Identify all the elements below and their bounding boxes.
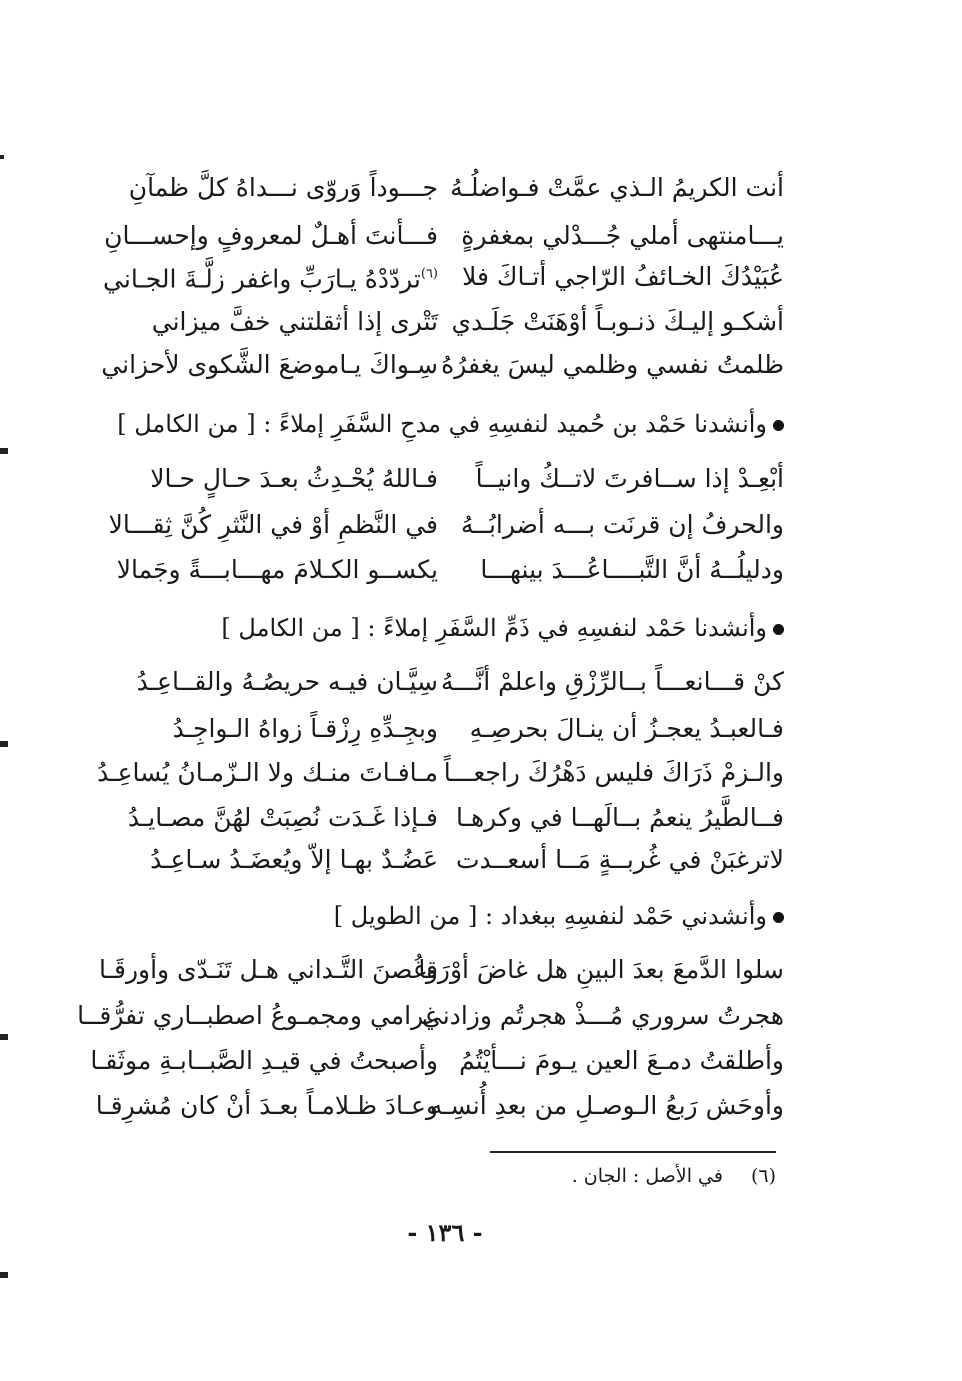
page-number: - ١٣٦ - (407, 1218, 483, 1247)
verse-line (120, 838, 784, 882)
verse-second-hemistich: مـافـاتَ منـك ولا الـزّمـانُ يُساعِـدُ (97, 758, 438, 787)
scan-edge-mark (0, 155, 4, 159)
footnote-reference: (٦) (420, 266, 438, 282)
verse-second-hemistich: وبجِـدِّهِ رِزْقـاً زواهُ الـواجِـدُ (172, 714, 438, 743)
verse-second-hemistich: $^{(٦)}$تردّدْهُ يـارَبِّ واغفر زلَّـةَ الجـاني (103, 264, 438, 294)
poem-heading: وأنشدنا حَمْد لنفسِهِ في ذَمِّ السَّفَرِ إملاءً : [ من الكامل ] (120, 608, 784, 648)
verse-line (120, 300, 784, 344)
verse-line (103, 255, 784, 299)
verse-second-hemistich: تَتْرى إذا أثقلتني خفَّ ميزاني (151, 307, 438, 336)
bullet-icon (773, 912, 784, 923)
verse-first-hemistich: ودليلُــهُ أنَّ التَّبــــاعُـــدَ بينهـــا (480, 555, 784, 584)
verse-first-hemistich: كنْ قـــانعـــاً بــالرِّزْقِ واعلمْ أنَّـــهُ (440, 667, 784, 696)
verse-line (90, 1039, 784, 1083)
verse-line (120, 457, 784, 501)
verse-line (120, 166, 784, 210)
verse-second-hemistich: فـإذا غَـدَت نُصِبَتْ لهُنَّ مصـايـدُ (127, 803, 438, 832)
footnote-number: (٦) (750, 1165, 776, 1187)
verse-second-hemistich: يكســو الكـلامَ مهـــابـــةً وجَمالا (116, 555, 438, 584)
verse-second-hemistich: غرامي ومجمـوعُ اصطبــاري تفرُّقــا (77, 1001, 438, 1030)
verse-second-hemistich: فـــأنتَ أهـلٌ لمعروفٍ وإحســـانِ (104, 221, 438, 250)
verse-first-hemistich: وأوحَش رَبعُ الـوصـلِ من بعدِ أُنسِـه (429, 1091, 784, 1120)
verse-first-hemistich: أبْعِـدْ إذا ســافرتَ لاتــكُ وانيــاً (475, 464, 784, 493)
verse-line (116, 548, 784, 592)
verse-second-hemistich: في النَّظمِ أوْ في النَّثرِ كُنَّ ثِقـــالا (108, 510, 438, 539)
verse-line (120, 660, 784, 704)
footnote-divider (490, 1151, 776, 1153)
verse-first-hemistich: أنت الكريمُ الـذي عمَّتْ فـواضلُـهُ (450, 173, 784, 202)
verse-second-hemistich: سِـواكَ يـاموضعَ الشَّكوى لأحزاني (101, 350, 438, 379)
scan-edge-mark (0, 1272, 8, 1278)
verse-first-hemistich: والحرفُ إن قرنَت بـــه أضرابُــهُ (460, 510, 784, 539)
verse-second-hemistich: فـاللهُ يُحْـدِثُ بعـدَ حـالٍ حـالا (150, 464, 438, 493)
verse-first-hemistich: لاترغبَنْ في غُربــةٍ مَــا أسعــدت (455, 845, 784, 874)
scan-edge-mark (0, 741, 8, 747)
verse-second-hemistich: جـــوداً وَروّى نـــداهُ كلَّ ظمآنِ (128, 173, 438, 202)
verse-line (99, 948, 784, 992)
verse-second-hemistich: وأصبحتُ في قيـدِ الصَّبــابـةِ موثَقـا (90, 1046, 438, 1075)
poem-heading: وأنشدني حَمْد لنفسِهِ ببغداد : [ من الطويل ] (120, 896, 784, 936)
verse-second-hemistich: وغُصنَ التَّـداني هـل تَنَـدّى وأورقَـا (99, 955, 438, 984)
footnote-text: في الأصل : الجان . (571, 1165, 723, 1187)
verse-first-hemistich: هجرتُ سروري مُـــذْ هجرتُم وزادني (421, 1001, 784, 1030)
verse-line (120, 796, 784, 840)
verse-line (95, 1084, 784, 1128)
verse-line (108, 503, 784, 547)
verse-first-hemistich: والـزمْ ذَرَاكَ فليس دَهْرُكَ راجعـــاً (443, 758, 784, 787)
verse-first-hemistich: فــالطَّيرُ ينعمُ بــالَهــا في وكرهـا (456, 803, 784, 832)
verse-second-hemistich: وعـادَ ظـلامـاً بعـدَ أنْ كان مُشرِقـا (95, 1091, 438, 1120)
verse-first-hemistich: يـــامنتهى أملي جُـــدْلي بمغفرةٍ (461, 221, 784, 250)
verse-second-hemistich: عَضُـدٌ بهـا إلاّ ويُعضَـدُ سـاعِـدُ (150, 845, 438, 874)
verse-first-hemistich: ظلمتُ نفسي وظلمي ليسَ يغفرُهُ (441, 350, 784, 379)
scan-edge-mark (0, 448, 8, 454)
bullet-icon (773, 420, 784, 431)
verse-line (97, 751, 784, 795)
footnote (572, 1165, 776, 1187)
verse-line (104, 214, 784, 258)
verse-line (120, 707, 784, 751)
bullet-icon (773, 624, 784, 635)
verse-first-hemistich: وأطلقتُ دمـعَ العين يـومَ نـــأيْتُمُ (459, 1046, 784, 1075)
verse-first-hemistich: أشكـو إليـكَ ذنـوبـاً أوْهَنَتْ جَلَـدي (451, 307, 784, 336)
scan-edge-mark (0, 1034, 8, 1040)
verse-first-hemistich: فـالعبـدُ يعجـزُ أن ينـالَ بحرصِـهِ (469, 714, 784, 743)
verse-second-hemistich: سِيَّـان فيـه حريصُـهُ والقــاعِـدُ (136, 667, 438, 696)
poem-heading: وأنشدنا حَمْد بن حُميد لنفسِهِ في مدحِ السَّفَرِ إملاءً : [ من الكامل ] (120, 404, 784, 444)
verse-line (77, 994, 784, 1038)
verse-line (101, 343, 784, 387)
verse-first-hemistich: سلوا الدَّمعَ بعدَ البينِ هل غاضَ أوْرَقا (418, 955, 784, 984)
verse-first-hemistich: عُبَيْدُكَ الخـائفُ الرّاجي أتـاكَ فلا (462, 262, 784, 291)
